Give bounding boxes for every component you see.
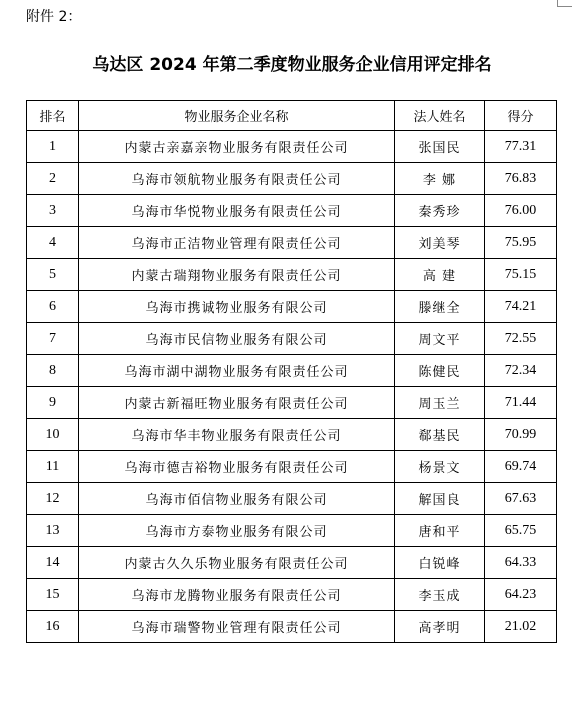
table-row bbox=[27, 483, 557, 515]
table-row bbox=[27, 579, 557, 611]
company-name-cell: 乌海市湖中湖物业服务有限责任公司 bbox=[79, 355, 395, 387]
table-row bbox=[27, 515, 557, 547]
score-cell: 76.83 bbox=[485, 163, 557, 195]
rank-cell: 7 bbox=[27, 323, 79, 355]
score-cell: 64.23 bbox=[485, 579, 557, 611]
rank-cell: 3 bbox=[27, 195, 79, 227]
table-row bbox=[27, 291, 557, 323]
score-cell: 64.33 bbox=[485, 547, 557, 579]
table-header-row bbox=[27, 101, 557, 131]
legal-person-cell: 高 建 bbox=[395, 259, 485, 291]
table-row bbox=[27, 355, 557, 387]
rank-cell: 9 bbox=[27, 387, 79, 419]
header-legal-person: 法人姓名 bbox=[395, 101, 485, 131]
table-row bbox=[27, 131, 557, 163]
company-name-cell: 内蒙古新福旺物业服务有限责任公司 bbox=[79, 387, 395, 419]
table-row bbox=[27, 227, 557, 259]
table-row bbox=[27, 451, 557, 483]
score-cell: 72.55 bbox=[485, 323, 557, 355]
table-row bbox=[27, 323, 557, 355]
legal-person-cell: 刘美琴 bbox=[395, 227, 485, 259]
company-name-cell: 乌海市龙腾物业服务有限责任公司 bbox=[79, 579, 395, 611]
legal-person-cell: 郗基民 bbox=[395, 419, 485, 451]
rank-cell: 14 bbox=[27, 547, 79, 579]
score-cell: 71.44 bbox=[485, 387, 557, 419]
attachment-label: 附件 2： bbox=[26, 9, 82, 25]
table-row bbox=[27, 387, 557, 419]
company-name-cell: 内蒙古瑞翔物业服务有限责任公司 bbox=[79, 259, 395, 291]
ranking-table bbox=[26, 100, 557, 643]
company-name-cell: 乌海市德吉裕物业服务有限责任公司 bbox=[79, 451, 395, 483]
header-rank: 排名 bbox=[27, 101, 79, 131]
document-title: 乌达区 2024 年第二季度物业服务企业信用评定排名 bbox=[92, 55, 492, 75]
company-name-cell: 乌海市民信物业服务有限公司 bbox=[79, 323, 395, 355]
table-row bbox=[27, 547, 557, 579]
rank-cell: 11 bbox=[27, 451, 79, 483]
legal-person-cell: 秦秀珍 bbox=[395, 195, 485, 227]
page-corner-mark bbox=[557, 0, 572, 7]
rank-cell: 8 bbox=[27, 355, 79, 387]
legal-person-cell: 周文平 bbox=[395, 323, 485, 355]
company-name-cell: 乌海市华悦物业服务有限责任公司 bbox=[79, 195, 395, 227]
rank-cell: 6 bbox=[27, 291, 79, 323]
company-name-cell: 乌海市方泰物业服务有限公司 bbox=[79, 515, 395, 547]
legal-person-cell: 唐和平 bbox=[395, 515, 485, 547]
score-cell: 21.02 bbox=[485, 611, 557, 643]
score-cell: 74.21 bbox=[485, 291, 557, 323]
score-cell: 76.00 bbox=[485, 195, 557, 227]
legal-person-cell: 滕继全 bbox=[395, 291, 485, 323]
score-cell: 67.63 bbox=[485, 483, 557, 515]
rank-cell: 2 bbox=[27, 163, 79, 195]
table-row bbox=[27, 419, 557, 451]
score-cell: 70.99 bbox=[485, 419, 557, 451]
score-cell: 77.31 bbox=[485, 131, 557, 163]
legal-person-cell: 白锐峰 bbox=[395, 547, 485, 579]
header-company: 物业服务企业名称 bbox=[79, 101, 395, 131]
score-cell: 75.15 bbox=[485, 259, 557, 291]
legal-person-cell: 李玉成 bbox=[395, 579, 485, 611]
company-name-cell: 乌海市瑞警物业管理有限责任公司 bbox=[79, 611, 395, 643]
rank-cell: 13 bbox=[27, 515, 79, 547]
legal-person-cell: 周玉兰 bbox=[395, 387, 485, 419]
rank-cell: 4 bbox=[27, 227, 79, 259]
company-name-cell: 乌海市正洁物业管理有限责任公司 bbox=[79, 227, 395, 259]
rank-cell: 15 bbox=[27, 579, 79, 611]
company-name-cell: 乌海市佰信物业服务有限公司 bbox=[79, 483, 395, 515]
company-name-cell: 乌海市华丰物业服务有限责任公司 bbox=[79, 419, 395, 451]
table-body bbox=[27, 131, 557, 643]
score-cell: 75.95 bbox=[485, 227, 557, 259]
rank-cell: 16 bbox=[27, 611, 79, 643]
company-name-cell: 乌海市领航物业服务有限责任公司 bbox=[79, 163, 395, 195]
table-row bbox=[27, 163, 557, 195]
legal-person-cell: 杨景文 bbox=[395, 451, 485, 483]
rank-cell: 5 bbox=[27, 259, 79, 291]
score-cell: 65.75 bbox=[485, 515, 557, 547]
header-score: 得分 bbox=[485, 101, 557, 131]
legal-person-cell: 张国民 bbox=[395, 131, 485, 163]
legal-person-cell: 李 娜 bbox=[395, 163, 485, 195]
table-row bbox=[27, 195, 557, 227]
company-name-cell: 乌海市携诚物业服务有限公司 bbox=[79, 291, 395, 323]
score-cell: 72.34 bbox=[485, 355, 557, 387]
rank-cell: 10 bbox=[27, 419, 79, 451]
rank-cell: 12 bbox=[27, 483, 79, 515]
company-name-cell: 内蒙古亲嘉亲物业服务有限责任公司 bbox=[79, 131, 395, 163]
company-name-cell: 内蒙古久久乐物业服务有限责任公司 bbox=[79, 547, 395, 579]
rank-cell: 1 bbox=[27, 131, 79, 163]
table-row bbox=[27, 611, 557, 643]
legal-person-cell: 解国良 bbox=[395, 483, 485, 515]
legal-person-cell: 高孝明 bbox=[395, 611, 485, 643]
legal-person-cell: 陈健民 bbox=[395, 355, 485, 387]
table-row bbox=[27, 259, 557, 291]
score-cell: 69.74 bbox=[485, 451, 557, 483]
